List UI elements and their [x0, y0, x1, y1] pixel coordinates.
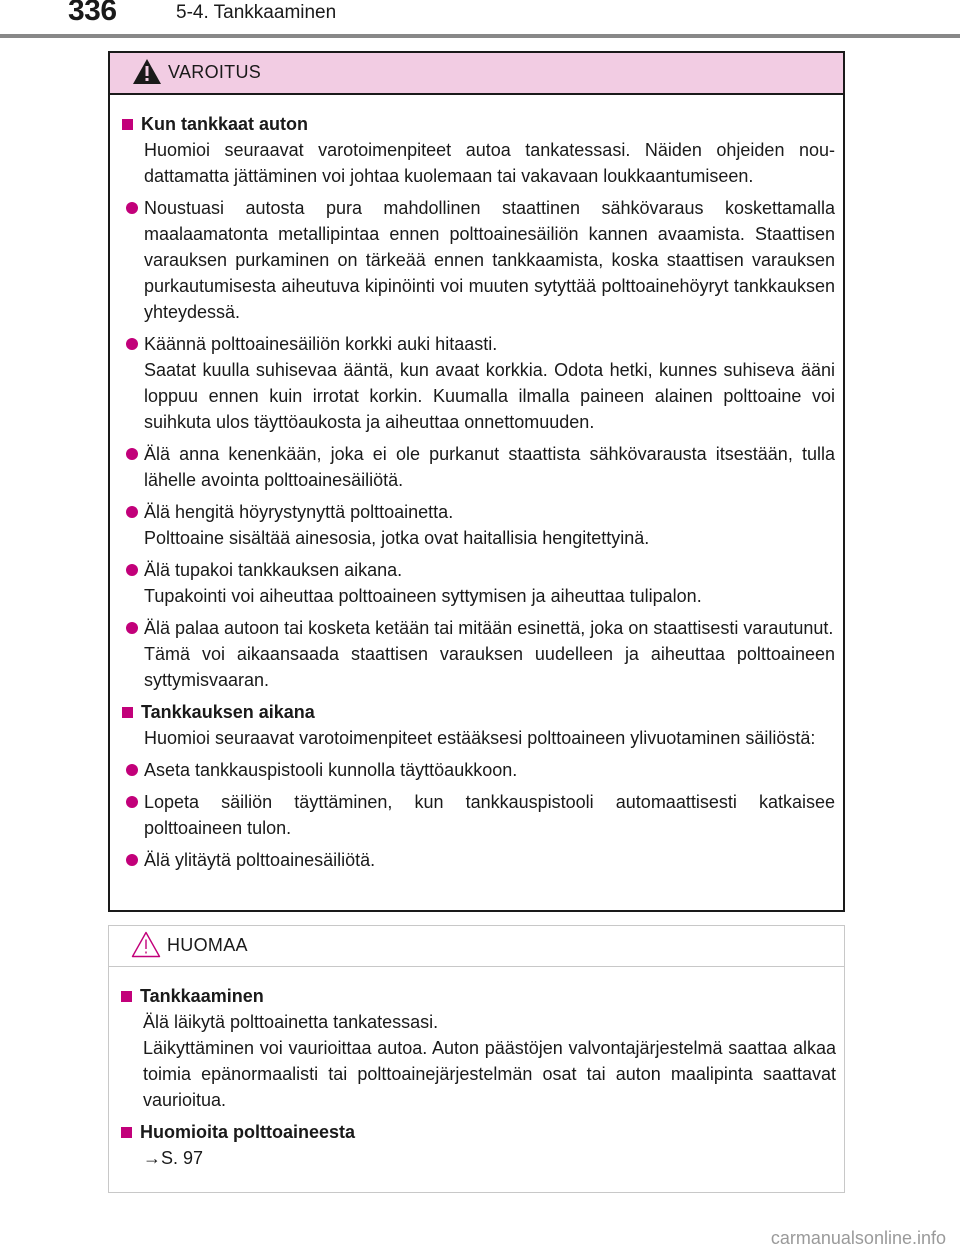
notice-section [121, 1119, 836, 1171]
section-heading [122, 699, 835, 725]
list-item [122, 331, 835, 435]
section-description: Älä läikytä polttoainetta tankatessasi. Läikyttäminen voi vaurioittaa autoa. Auton päästöjen valvontajärjestelmä saattaa alkaa toimia epänormaalisti tai polttoainejärjestelmän osat tai auton maalipinta saattavat vaurioitua. [143, 1012, 836, 1110]
round-bullet-icon [126, 854, 138, 866]
warning-section [122, 699, 835, 873]
list-item [122, 557, 835, 609]
list-item-text: Käännä polttoainesäiliön korkki auki hitaasti. Saatat kuulla suhisevaa ääntä, kun avaat korkkia. Odota hetki, kunnes suhiseva ääni loppuu ennen kuin irrotat korkin. Kuumalla ilmalla paineen alainen polttoaine voi suihkuta ulos täyttöaukosta ja aiheuttaa onnettomuuden. [144, 334, 835, 432]
list-item-text: Älä anna kenenkään, joka ei ole purkanut staattista sähkövarausta itsestään, tulla lähelle avointa polttoainesäiliötä. [144, 444, 835, 490]
section-heading-text: Tankkauksen aikana [141, 702, 315, 722]
page-number: 336 [68, 0, 117, 27]
section-heading [122, 111, 835, 137]
list-item-text: Noustuasi autosta pura mahdollinen staattinen sähkövaraus koskettamalla maalaamatonta metallipintaa ennen polttoainesäiliön kannen avaamista. Staattisen varauksen purkaminen on tärkeää ennen tankkaamista, koska staattisen varauksen purkautumisesta aiheutuva kipinöinti voi muuten sytyttää polttoainehöyryt tankkauksen yhteydessä. [144, 198, 835, 322]
section-heading-text: Tankkaaminen [140, 986, 264, 1006]
header-rule [0, 34, 960, 38]
warning-triangle-icon [132, 58, 162, 90]
list-item [122, 195, 835, 325]
list-item-text: Älä ylitäytä polttoainesäiliötä. [144, 850, 376, 870]
list-item-text: Älä palaa autoon tai kosketa ketään tai mitään esinettä, joka on staattisesti varautunut. Tämä voi aikaansaada staattisen varauksen uudelleen ja aiheuttaa polttoaineen syttymisvaaran. [144, 618, 835, 690]
round-bullet-icon [126, 796, 138, 808]
list-item-text: Älä tupakoi tankkauksen aikana. Tupakointi voi aiheuttaa polttoaineen syttymisen ja aiheuttaa tulipalon. [144, 560, 702, 606]
list-item [122, 847, 835, 873]
round-bullet-icon [126, 622, 138, 634]
warning-title: VAROITUS [168, 62, 262, 82]
watermark: carmanualsonline.info [770, 1228, 946, 1248]
warning-section [122, 111, 835, 693]
list-item [122, 441, 835, 493]
page-header [0, 0, 960, 40]
section-heading [121, 1119, 836, 1145]
list-item [122, 499, 835, 551]
page-reference-link[interactable]: →S. 97 [143, 1148, 204, 1168]
section-description: Huomioi seuraavat varotoimenpiteet autoa tankatessasi. Näiden ohjeiden noudattamatta jättäminen voi johtaa kuolemaan tai vakavaan loukkaantumiseen. [144, 140, 835, 186]
section-heading [121, 983, 836, 1009]
round-bullet-icon [126, 338, 138, 350]
notice-body [109, 967, 844, 1171]
list-item-text: Lopeta säiliön täyttäminen, kun tankkauspistooli automaattisesti katkaisee polttoaineen tulon. [144, 792, 835, 838]
notice-title: HUOMAA [167, 935, 248, 955]
notice-section [121, 983, 836, 1113]
list-item [122, 789, 835, 841]
warning-box [108, 51, 845, 912]
warning-box-header [110, 53, 843, 95]
caution-triangle-icon [131, 931, 161, 963]
square-bullet-icon [121, 1127, 132, 1138]
round-bullet-icon [126, 448, 138, 460]
list-item [122, 615, 835, 693]
section-heading-text: Huomioita polttoaineesta [140, 1122, 356, 1142]
round-bullet-icon [126, 564, 138, 576]
list-item-text: Aseta tankkauspistooli kunnolla täyttöaukkoon. [144, 760, 518, 780]
warning-body [110, 95, 843, 873]
list-item [122, 757, 835, 783]
square-bullet-icon [121, 991, 132, 1002]
round-bullet-icon [126, 764, 138, 776]
square-bullet-icon [122, 119, 133, 130]
list-item-text: Älä hengitä höyrystynyttä polttoainetta. Polttoaine sisältää ainesosia, jotka ovat haitallisia hengitettyinä. [144, 502, 650, 548]
section-title: 5-4. Tankkaaminen [176, 2, 337, 23]
round-bullet-icon [126, 202, 138, 214]
square-bullet-icon [122, 707, 133, 718]
section-heading-text: Kun tankkaat auton [141, 114, 309, 134]
notice-box [108, 925, 845, 1193]
section-description: Huomioi seuraavat varotoimenpiteet estääksesi polttoaineen ylivuotaminen säiliöstä: [144, 728, 816, 748]
notice-box-header [109, 926, 844, 967]
round-bullet-icon [126, 506, 138, 518]
